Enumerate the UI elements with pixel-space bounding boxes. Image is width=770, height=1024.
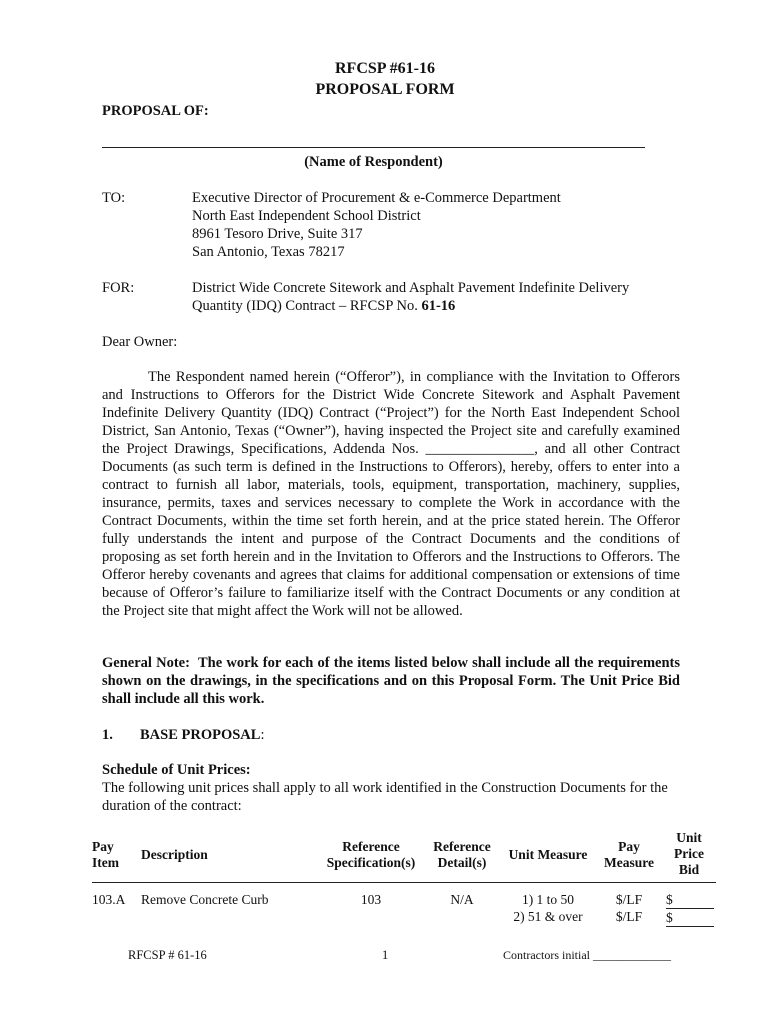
row-unit-price [666, 891, 714, 927]
header-ref-spec [318, 839, 424, 871]
proposal-of-label: PROPOSAL OF: [102, 103, 209, 119]
unit-measure-tier: 1) 1 to 50 [521, 892, 575, 907]
general-note [102, 654, 680, 708]
to-label: TO: [102, 190, 126, 206]
unit-price-input[interactable]: $ [666, 891, 714, 909]
footer-initials [503, 948, 671, 963]
row-unit-measure [500, 891, 596, 925]
for-line-1: District Wide Concrete Sitework and Asphalt Pavement Indefinite Delivery [192, 280, 630, 296]
row-pay-measure [598, 891, 660, 925]
for-label: FOR: [102, 280, 135, 296]
respondent-name-line[interactable] [102, 147, 645, 148]
header-text: Unit [676, 830, 702, 845]
header-unit-price [662, 830, 716, 878]
to-line: 8961 Tesoro Drive, Suite 317 [192, 226, 363, 242]
row-pay-item: 103.A [92, 892, 126, 907]
unit-price-input[interactable]: $ [666, 909, 714, 927]
header-unit-measure: Unit Measure [508, 847, 588, 862]
header-text: Item [92, 855, 119, 870]
page-title: RFCSP #61-16 [335, 60, 435, 77]
row-ref-spec: 103 [360, 892, 382, 907]
header-text: Pay [92, 839, 114, 854]
to-address [192, 189, 561, 261]
to-line: Executive Director of Procurement & e-Commerce Department [192, 190, 561, 206]
respondent-caption: (Name of Respondent) [304, 154, 443, 170]
schedule-heading: Schedule of Unit Prices: [102, 762, 251, 778]
table-header-divider [92, 882, 716, 883]
row-ref-detail: N/A [450, 892, 474, 907]
pay-measure-tier: $/LF [615, 892, 643, 907]
pay-measure-tier: $/LF [615, 909, 643, 924]
row-description: Remove Concrete Curb [141, 892, 269, 907]
general-note-text: The work for each of the items listed below shall include all the requirements shown on the drawings, in the specifications and on this Proposal Form. The Unit Price Bid shall include all this work. [102, 655, 680, 707]
to-line: San Antonio, Texas 78217 [192, 244, 345, 260]
header-text: Reference [342, 839, 400, 854]
footer-page-number: 1 [382, 948, 389, 962]
initials-label: Contractors initial [503, 948, 590, 962]
addenda-blank[interactable]: _______________ [425, 441, 535, 457]
body-paragraph [102, 368, 680, 620]
header-text: Detail(s) [437, 855, 487, 870]
section-number: 1. [102, 727, 113, 743]
header-text: Price [674, 846, 704, 861]
for-text [192, 279, 629, 315]
unit-measure-tier: 2) 51 & over [513, 909, 583, 924]
base-proposal-heading [102, 726, 265, 744]
header-text: Reference [433, 839, 491, 854]
for-line-2 [192, 297, 629, 315]
rfcsp-number: 61-16 [421, 298, 456, 314]
header-text: Measure [604, 855, 654, 870]
initials-field[interactable]: _____________ [592, 948, 671, 962]
salutation: Dear Owner: [102, 334, 178, 350]
to-line: North East Independent School District [192, 208, 421, 224]
general-note-label: General Note: [102, 655, 190, 671]
header-pay-measure [598, 839, 660, 871]
header-description: Description [141, 847, 208, 862]
body-part-1: The Respondent named herein (“Offeror”), in compliance with the Invitation to Offerors and Instructions to Offerors for the District Wide Concrete Sitework and Asphalt Pavement Indefinite Delivery Quantity (IDQ) Contract (“Project”) for the North East Independent School District, San Antonio, Texas (“Owner”), having inspected the Project site and carefully examined the Project Drawings, Specifications, Addenda Nos. [102, 369, 680, 457]
page-subtitle: PROPOSAL FORM [315, 81, 455, 98]
header-text: Specification(s) [326, 855, 416, 870]
header-pay-item [92, 839, 128, 871]
for-line-2-text: Quantity (IDQ) Contract – RFCSP No. [192, 298, 422, 314]
header-text: Bid [678, 862, 700, 877]
body-part-2: , and all other Contract Documents (as such term is defined in the Instructions to Offerors), hereby, offers to enter into a contract to furnish all labor, materials, tools, equipment, transportation, machinery, supplies, insurance, permits, taxes and services necessary to complete the Work in accordance with the Contract Documents, within the time set forth herein, and at the price stated herein. The Offeror fully understands the intent and purpose of the Contract Documents and the conditions of proposing as set forth herein and in the Invitation to Offerors and the Instructions to Offerors. The Offeror hereby covenants and agrees that claims for additional compensation or extensions of time because of Offeror’s failure to familiarize itself with the Contract Documents or any condition at the Project site that might affect the Work will not be allowed. [102, 441, 681, 619]
header-text: Pay [618, 839, 640, 854]
header-ref-detail [426, 839, 498, 871]
schedule-text: The following unit prices shall apply to all work identified in the Construction Documents for the duration of the contract: [102, 780, 668, 814]
footer-doc-id: RFCSP # 61-16 [128, 948, 207, 962]
section-colon: : [260, 727, 265, 743]
section-title: BASE PROPOSAL [140, 727, 261, 743]
